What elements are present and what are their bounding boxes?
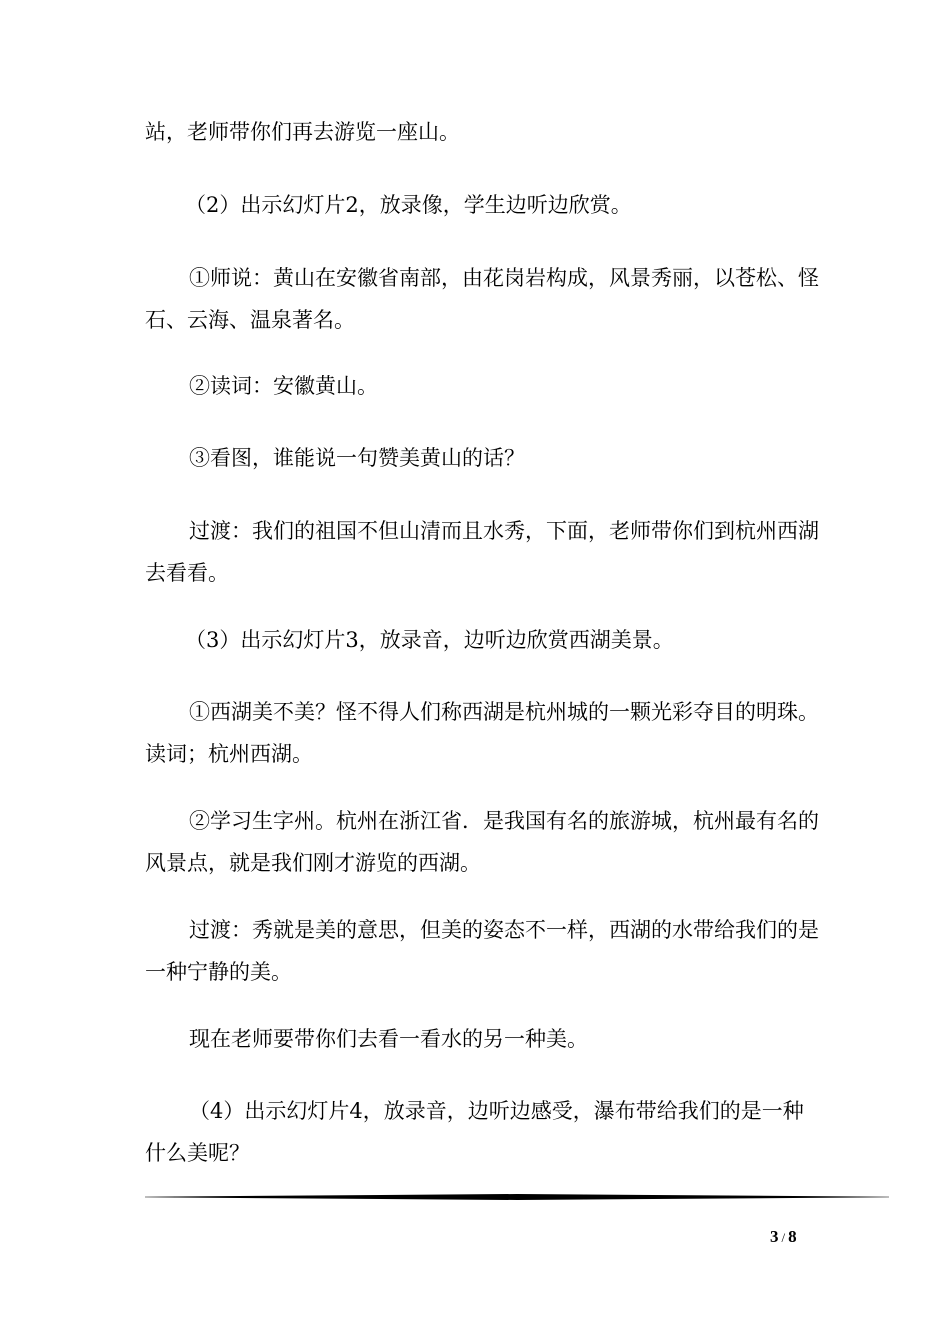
page-number bbox=[770, 1227, 797, 1247]
paragraph-learn-character-zhou: ②学习生字州。杭州在浙江省．是我国有名的旅游城，杭州最有名的风景点，就是我们刚才游览的西湖。 bbox=[145, 809, 819, 875]
paragraph-praise-huangshan: ③看图，谁能说一句赞美黄山的话？ bbox=[189, 446, 525, 470]
total-pages: 8 bbox=[788, 1227, 797, 1246]
paragraph-read-words-huangshan: ②读词：安徽黄山。 bbox=[189, 374, 378, 398]
paragraph-west-lake-pearl: ①西湖美不美？怪不得人们称西湖是杭州城的一颗光彩夺目的明珠。读词；杭州西湖。 bbox=[145, 700, 819, 766]
current-page: 3 bbox=[770, 1227, 779, 1246]
footer-divider bbox=[145, 1194, 889, 1200]
paragraph-step-2: （2）出示幻灯片2，放录像，学生边听边欣赏。 bbox=[185, 193, 632, 217]
paragraph-step-4: （4）出示幻灯片4，放录音，边听边感受，瀑布带给我们的是一种什么美呢？ bbox=[145, 1099, 804, 1165]
paragraph-another-beauty: 现在老师要带你们去看一看水的另一种美。 bbox=[189, 1027, 588, 1051]
paragraph-transition-beauty: 过渡：秀就是美的意思，但美的姿态不一样，西湖的水带给我们的是一种宁静的美。 bbox=[145, 918, 819, 984]
paragraph-step-3: （3）出示幻灯片3，放录音，边听边欣赏西湖美景。 bbox=[185, 628, 674, 652]
paragraph-continuation: 站，老师带你们再去游览一座山。 bbox=[145, 120, 460, 144]
paragraph-huangshan-intro: ①师说：黄山在安徽省南部，由花岗岩构成，风景秀丽，以苍松、怪石、云海、温泉著名。 bbox=[145, 266, 819, 332]
paragraph-transition-west-lake: 过渡：我们的祖国不但山清而且水秀，下面，老师带你们到杭州西湖去看看。 bbox=[145, 519, 819, 585]
page-separator: / bbox=[781, 1230, 786, 1245]
